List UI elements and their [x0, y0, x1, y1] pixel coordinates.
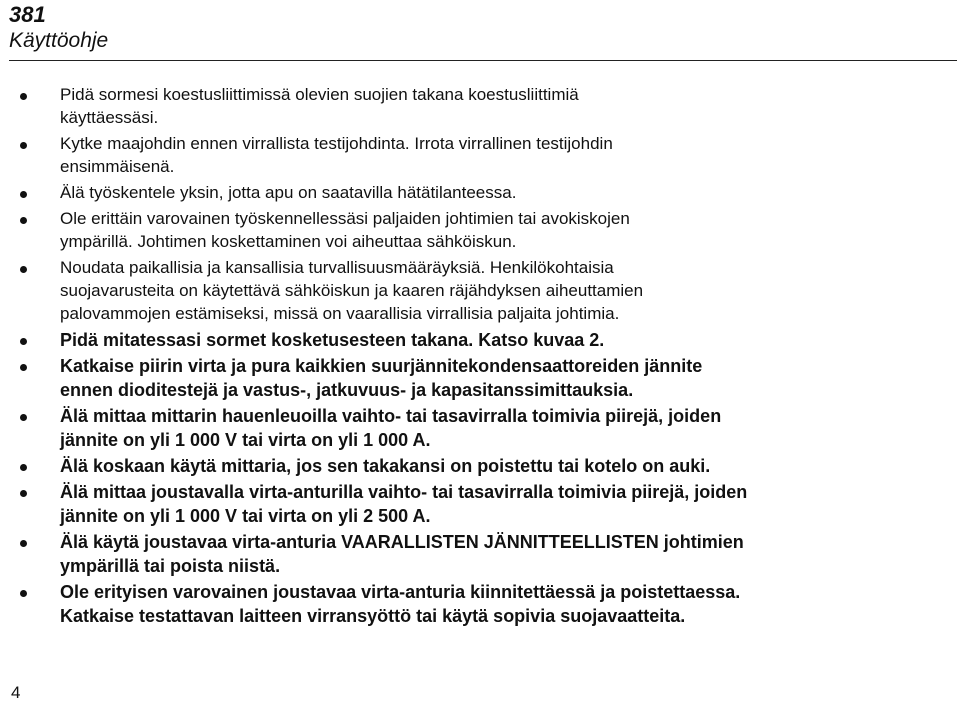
warning-item — [0, 328, 960, 352]
bullet-icon — [20, 266, 27, 273]
page-header — [9, 2, 108, 54]
warning-item — [0, 404, 960, 452]
bullet-icon — [20, 217, 27, 224]
warning-text: Ole erittäin varovainen työskennellessäsi paljaiden johtimien tai avokiskojen ympärillä. Johtimen koskettaminen voi aiheuttaa sähköiskun. — [60, 209, 630, 251]
warning-item — [0, 480, 960, 528]
warning-text: Älä koskaan käytä mittaria, jos sen takakansi on poistettu tai kotelo on auki. — [60, 456, 711, 476]
warning-item — [0, 207, 960, 253]
warning-text: Pidä sormesi koestusliittimissä olevien suojien takana koestusliittimiä käyttäessäsi. — [60, 85, 579, 127]
page-number: 4 — [11, 683, 21, 702]
warning-item — [0, 181, 960, 204]
header-divider — [9, 60, 957, 61]
warning-item — [0, 354, 960, 402]
warning-item — [0, 256, 960, 325]
bullet-icon — [20, 414, 27, 421]
warning-item — [0, 580, 960, 628]
warning-text: Ole erityisen varovainen joustavaa virta-anturia kiinnitettäessä ja poistettaessa. Katkaise testattavan laitteen virransyöttö tai käytä sopivia suojavaatteita. — [60, 582, 741, 626]
bullet-icon — [20, 142, 27, 149]
safety-warnings-list — [0, 83, 960, 630]
warning-text: Älä mittaa mittarin hauenleuoilla vaihto- tai tasavirralla toimivia piirejä, joiden jännite on yli 1 000 V tai virta on yli 1 000 A. — [60, 406, 722, 450]
bullet-icon — [20, 364, 27, 371]
bullet-icon — [20, 590, 27, 597]
warning-text: Älä käytä joustavaa virta-anturia VAARALLISTEN JÄNNITTEELLISTEN johtimien ympärillä tai poista niistä. — [60, 532, 744, 576]
model-number: 381 — [9, 2, 46, 27]
warning-text: Älä työskentele yksin, jotta apu on saatavilla hätätilanteessa. — [60, 183, 517, 202]
warning-item — [0, 454, 960, 478]
bullet-icon — [20, 191, 27, 198]
warning-text: Pidä mitatessasi sormet kosketusesteen takana. Katso kuvaa 2. — [60, 330, 605, 350]
warning-text: Kytke maajohdin ennen virrallista testijohdinta. Irrota virrallinen testijohdin ensimmäisenä. — [60, 134, 613, 176]
warning-text: Älä mittaa joustavalla virta-anturilla vaihto- tai tasavirralla toimivia piirejä, joiden jännite on yli 1 000 V tai virta on yli 2 500 A. — [60, 482, 748, 526]
warning-text: Noudata paikallisia ja kansallisia turvallisuusmääräyksiä. Henkilökohtaisia suojavarusteita on käytettävä sähköiskun ja kaaren räjähdyksen aiheuttamien palovammojen estämiseksi, missä on vaarallisia virrallisia paljaita johtimia. — [60, 258, 644, 323]
warning-item — [0, 83, 960, 129]
bullet-icon — [20, 490, 27, 497]
manual-title: Käyttöohje — [9, 29, 109, 52]
warning-text: Katkaise piirin virta ja pura kaikkien suurjännitekondensaattoreiden jännite ennen dioditestejä ja vastus-, jatkuvuus- ja kapasitanssimittauksia. — [60, 356, 703, 400]
warning-item — [0, 132, 960, 178]
bullet-icon — [20, 540, 27, 547]
warning-item — [0, 530, 960, 578]
bullet-icon — [20, 93, 27, 100]
bullet-icon — [20, 464, 27, 471]
bullet-icon — [20, 338, 27, 345]
